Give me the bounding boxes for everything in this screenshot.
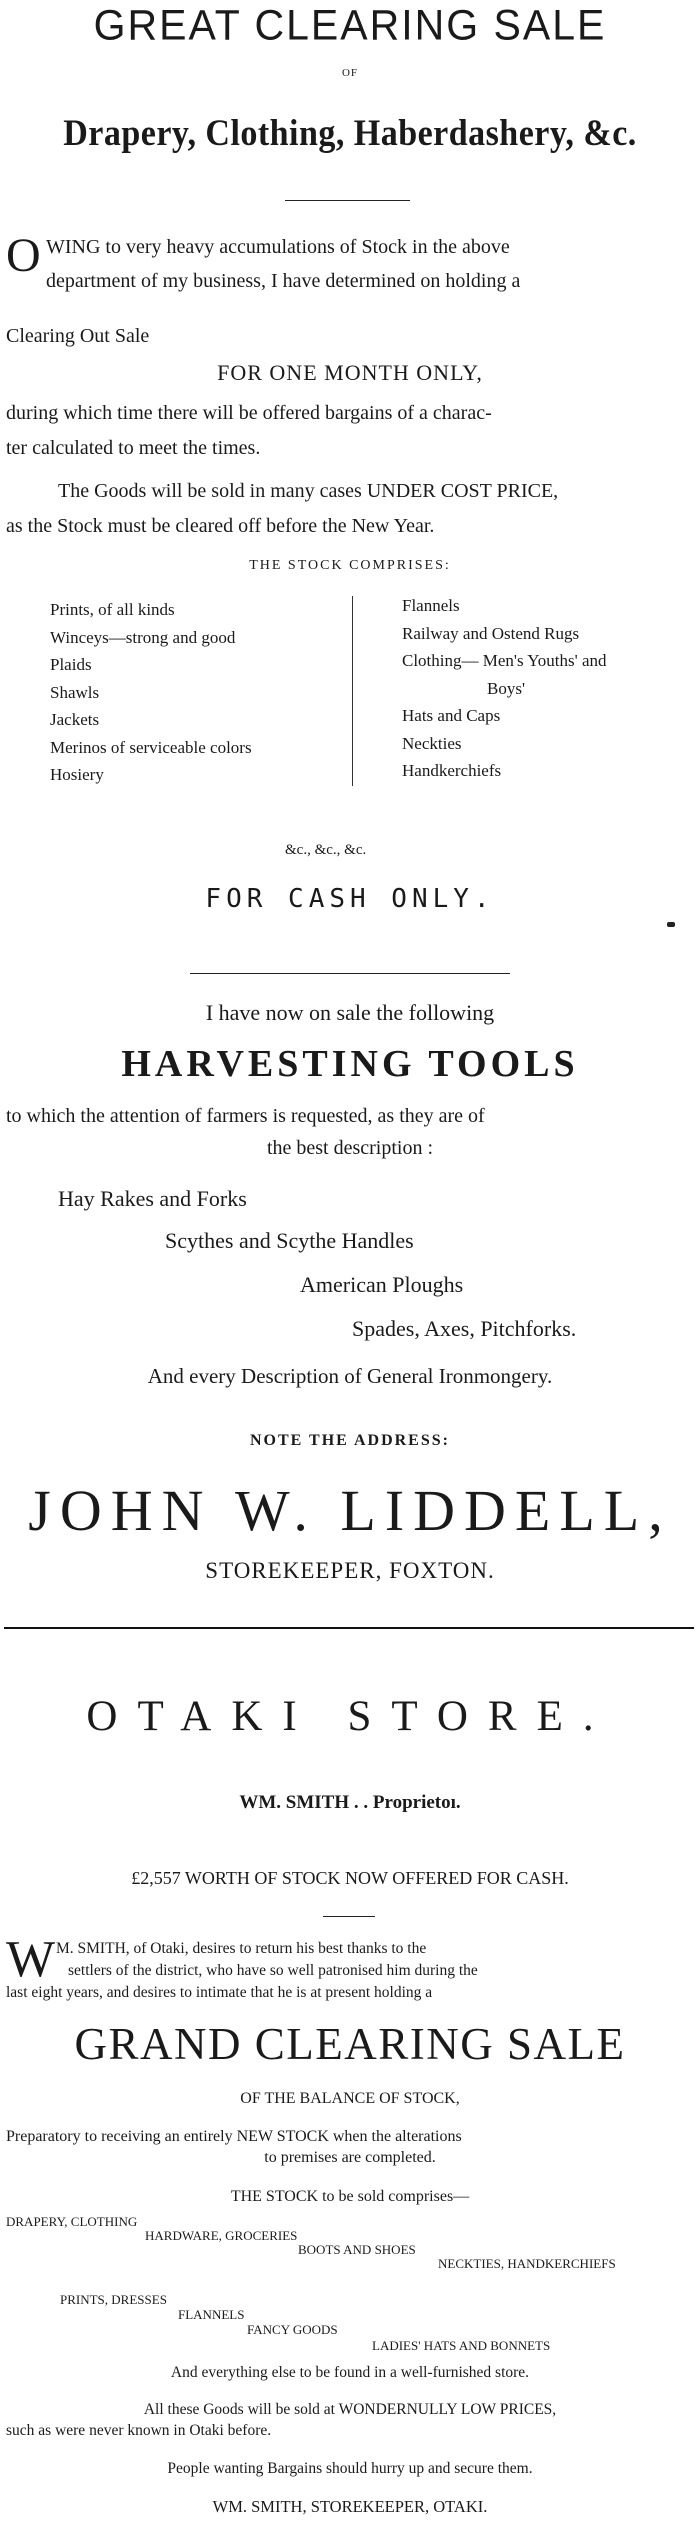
every-description: And every Description of General Ironmongery. — [147, 1364, 553, 1388]
stock-item: FLANNELS — [178, 2307, 245, 2322]
attention-line-2: the best description : — [266, 1137, 434, 1159]
list-item: Railway and Ostend Rugs — [402, 623, 580, 643]
list-item: Neckties — [402, 733, 462, 753]
divider — [190, 973, 510, 974]
list-item: Plaids — [50, 655, 92, 674]
thanks-line-2: settlers of the district, who have so well patronised him during the — [68, 1962, 478, 1979]
tool-item: Hay Rakes and Forks — [58, 1186, 247, 1211]
stock-item: LADIES' HATS AND BONNETS — [372, 2338, 551, 2353]
stock-item: DRAPERY, CLOTHING — [6, 2214, 138, 2229]
hurry-line: People wanting Bargains should hurry up and secure them. — [167, 2460, 533, 2477]
divider — [285, 200, 410, 201]
list-item: Jackets — [50, 710, 100, 729]
list-item: Shawls — [50, 682, 100, 702]
column-divider — [352, 596, 353, 786]
note-address: NOTE THE ADDRESS: — [250, 1432, 450, 1449]
list-item: Flannels — [402, 596, 460, 615]
grand-sale: GRAND CLEARING SALE — [74, 2019, 626, 2069]
stock-heading: THE STOCK COMPRISES: — [249, 558, 451, 573]
stock-list-right — [402, 592, 697, 785]
stock-item: NECKTIES, HANDKERCHIEFS — [438, 2256, 616, 2271]
section-divider — [4, 1627, 694, 1629]
intro-line-2: department of my business, I have determined on holding a — [46, 270, 521, 292]
store-title: OTAKI STORE. — [86, 1693, 614, 1740]
proprietor: WM. SMITH . . Proprietoı. — [239, 1792, 461, 1813]
intro-line-3: Clearing Out Sale — [6, 325, 150, 347]
list-item: Clothing— Men's Youths' and — [402, 651, 607, 670]
tool-item: Scythes and Scythe Handles — [165, 1228, 414, 1253]
one-month: FOR ONE MONTH ONLY, — [217, 360, 483, 385]
goods-line-1: The Goods will be sold in many cases UNDER COST PRICE, — [58, 480, 559, 502]
during-line-2: ter calculated to meet the times. — [6, 437, 261, 459]
stock-item: HARDWARE, GROCERIES — [145, 2228, 298, 2243]
list-item: Merinos of serviceable colors — [50, 737, 252, 757]
merchant-name: JOHN W. LIDDELL, — [28, 1478, 672, 1543]
divider — [323, 1916, 375, 1917]
stock-item: BOOTS AND SHOES — [298, 2242, 416, 2257]
all-goods-line-1: All these Goods will be sold at WONDERNULLY LOW PRICES, — [143, 2401, 557, 2418]
stock-item: FANCY GOODS — [247, 2322, 338, 2337]
prep-line-1: Preparatory to receiving an entirely NEW STOCK when the alterations — [6, 2128, 462, 2145]
list-item: Handkerchiefs — [402, 761, 502, 780]
thanks-line-3: last eight years, and desires to intimate that he is at present holding a — [6, 1984, 433, 2001]
signature-line: WM. SMITH, STOREKEEPER, OTAKI. — [212, 2497, 488, 2516]
of-label: OF — [341, 67, 359, 79]
now-on-sale: I have now on sale the following — [205, 1000, 495, 1025]
list-item: Prints, of all kinds — [50, 600, 175, 619]
everything-line: And everything else to be found in a well-furnished store. — [170, 2364, 530, 2381]
worth-line: £2,557 WORTH OF STOCK NOW OFFERED FOR CASH. — [131, 1868, 569, 1888]
balance-line: OF THE BALANCE OF STOCK, — [240, 2090, 460, 2107]
stock-sold: THE STOCK to be sold comprises— — [230, 2188, 470, 2205]
prep-line-2: to premises are completed. — [264, 2149, 436, 2166]
etc-line: &c., &c., &c. — [285, 842, 367, 858]
stock-item: PRINTS, DRESSES — [60, 2292, 167, 2307]
all-goods-line-2: such as were never known in Otaki before. — [6, 2422, 272, 2439]
intro-line-1: WING to very heavy accumulations of Stock in the above — [46, 236, 510, 258]
cash-only: FOR CASH ONLY. — [205, 884, 495, 914]
merchant-role: STOREKEEPER, FOXTON. — [205, 1558, 495, 1583]
tool-item: Spades, Axes, Pitchforks. — [352, 1316, 577, 1341]
list-item: Hosiery — [50, 765, 104, 784]
drop-cap: W — [6, 1931, 56, 1988]
list-item: Boys' — [487, 678, 526, 698]
attention-line-1: to which the attention of farmers is requested, as they are of — [6, 1105, 485, 1127]
subhead: Drapery, Clothing, Haberdashery, &c. — [63, 113, 637, 154]
list-item: Winceys—strong and good — [50, 627, 236, 647]
during-line-1: during which time there will be offered bargains of a charac- — [6, 402, 492, 424]
goods-line-2: as the Stock must be cleared off before the New Year. — [6, 515, 435, 537]
ink-mark — [667, 922, 675, 927]
thanks-line-1: M. SMITH, of Otaki, desires to return his best thanks to the — [56, 1940, 427, 1957]
tools-heading: HARVESTING TOOLS — [121, 1043, 579, 1085]
list-item: Hats and Caps — [402, 706, 501, 725]
headline: GREAT CLEARING SALE — [93, 0, 607, 50]
tool-item: American Ploughs — [300, 1272, 464, 1297]
stock-list-left — [50, 596, 340, 789]
drop-cap: O — [6, 229, 41, 282]
